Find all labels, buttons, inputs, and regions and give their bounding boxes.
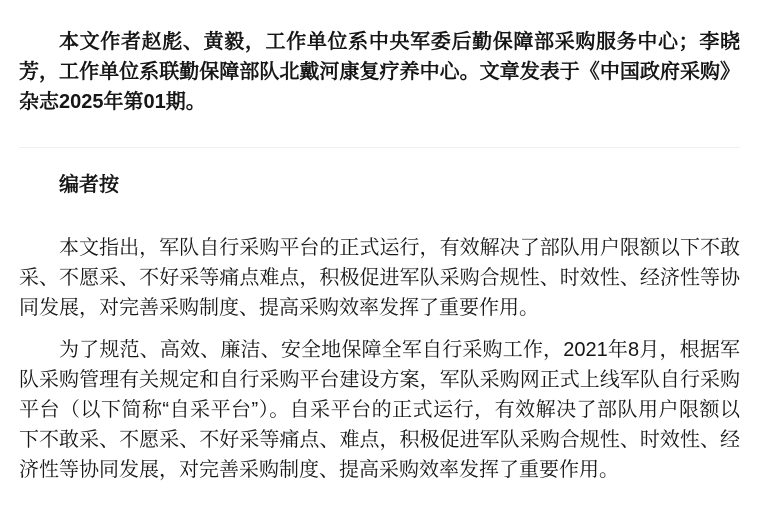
author-note-paragraph: 本文作者赵彪、黄毅，工作单位系中央军委后勤保障部采购服务中心；李晓芳，工作单位系联勤保障部队北戴河康复疗养中心。文章发表于《中国政府采购》杂志2025年第01期。 <box>19 31 740 113</box>
section-divider <box>19 147 740 148</box>
body-paragraph: 为了规范、高效、廉洁、安全地保障全军自行采购工作，2021年8月，根据军队采购管理有关规定和自行采购平台建设方案，军队采购网正式上线军队自行采购平台（以下简称“自采平台”）。自采平台的正式运行，有效解决了部队用户限额以下不敢采、不愿采、不好采等痛点、难点，积极促进军队采购合规性、时效性、经济性等协同发展，对完善采购制度、提高采购效率发挥了重要作用。 <box>19 339 740 481</box>
editor-note-heading: 编者按 <box>59 174 119 196</box>
editor-note-paragraph: 本文指出，军队自行采购平台的正式运行，有效解决了部队用户限额以下不敢采、不愿采、不好采等痛点难点，积极促进军队采购合规性、时效性、经济性等协同发展，对完善采购制度、提高采购效率发挥了重要作用。 <box>19 237 740 319</box>
